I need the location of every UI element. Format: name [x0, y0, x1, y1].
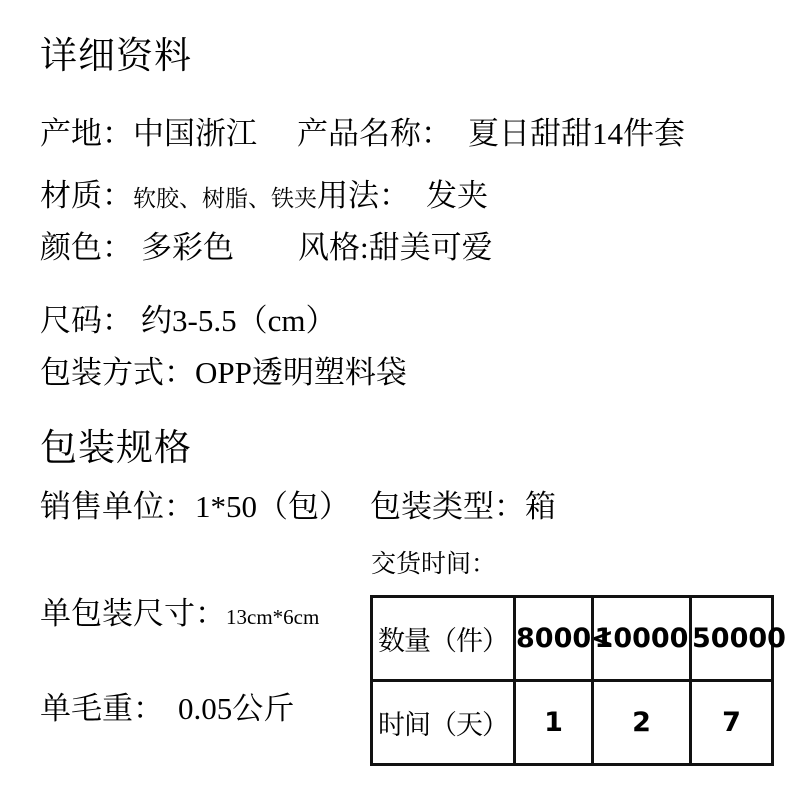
pack-type-label: 包装类型： [370, 489, 525, 524]
table-cell: 1 [515, 681, 593, 765]
package-method-value: OPP透明塑料袋 [195, 355, 407, 390]
field-row-gross-weight [40, 693, 294, 724]
field-row-sales-unit [40, 491, 556, 522]
table-cell: 2 [593, 681, 691, 765]
table-row [372, 597, 773, 681]
size-value: 约3-5.5（cm） [141, 303, 337, 338]
gross-weight-value: 0.05公斤 [178, 691, 295, 726]
field-row-color [40, 232, 493, 263]
gross-weight-label: 单毛重： [40, 691, 164, 726]
style-label: 风格: [298, 230, 369, 265]
field-row-material [40, 180, 488, 211]
color-value: 多彩色 [141, 230, 234, 265]
sales-unit-label: 销售单位： [40, 489, 195, 524]
field-row-origin [40, 118, 685, 149]
style-value: 甜美可爱 [368, 230, 493, 265]
material-label: 材质： [40, 178, 133, 213]
product-name-label: 产品名称： [297, 116, 452, 151]
table-row-header: 时间（天） [372, 681, 515, 765]
product-name-value: 夏日甜甜14件套 [468, 116, 685, 151]
origin-label: 产地： [40, 116, 133, 151]
packaging-section-title: 包装规格 [40, 428, 192, 469]
pack-type-value: 箱 [525, 489, 556, 524]
single-pack-size-label: 单包装尺寸： [40, 596, 226, 631]
table-cell: 10000 [593, 597, 691, 681]
size-label: 尺码： [40, 303, 133, 338]
color-label: 颜色： [40, 230, 133, 265]
table-cell: 50000 [691, 597, 773, 681]
origin-value: 中国浙江 [133, 116, 257, 151]
usage-label: 用法： [317, 178, 410, 213]
page-title: 详细资料 [40, 36, 192, 77]
table-row [372, 681, 773, 765]
field-row-package-method [40, 357, 407, 388]
table-row-header: 数量（件） [372, 597, 515, 681]
field-row-single-pack-size [40, 598, 319, 629]
delivery-time-table [370, 595, 786, 766]
table-cell: 8000< [515, 597, 593, 681]
delivery-time-label: 交货时间： [371, 551, 497, 578]
sales-unit-value: 1*50（包） [195, 489, 350, 524]
field-row-size [40, 305, 336, 336]
table-cell: 7 [691, 681, 773, 765]
material-value: 软胶、树脂、铁夹 [133, 186, 317, 211]
package-method-label: 包装方式： [40, 355, 195, 390]
usage-value: 发夹 [426, 178, 488, 213]
single-pack-size-value: 13cm*6cm [226, 605, 320, 629]
